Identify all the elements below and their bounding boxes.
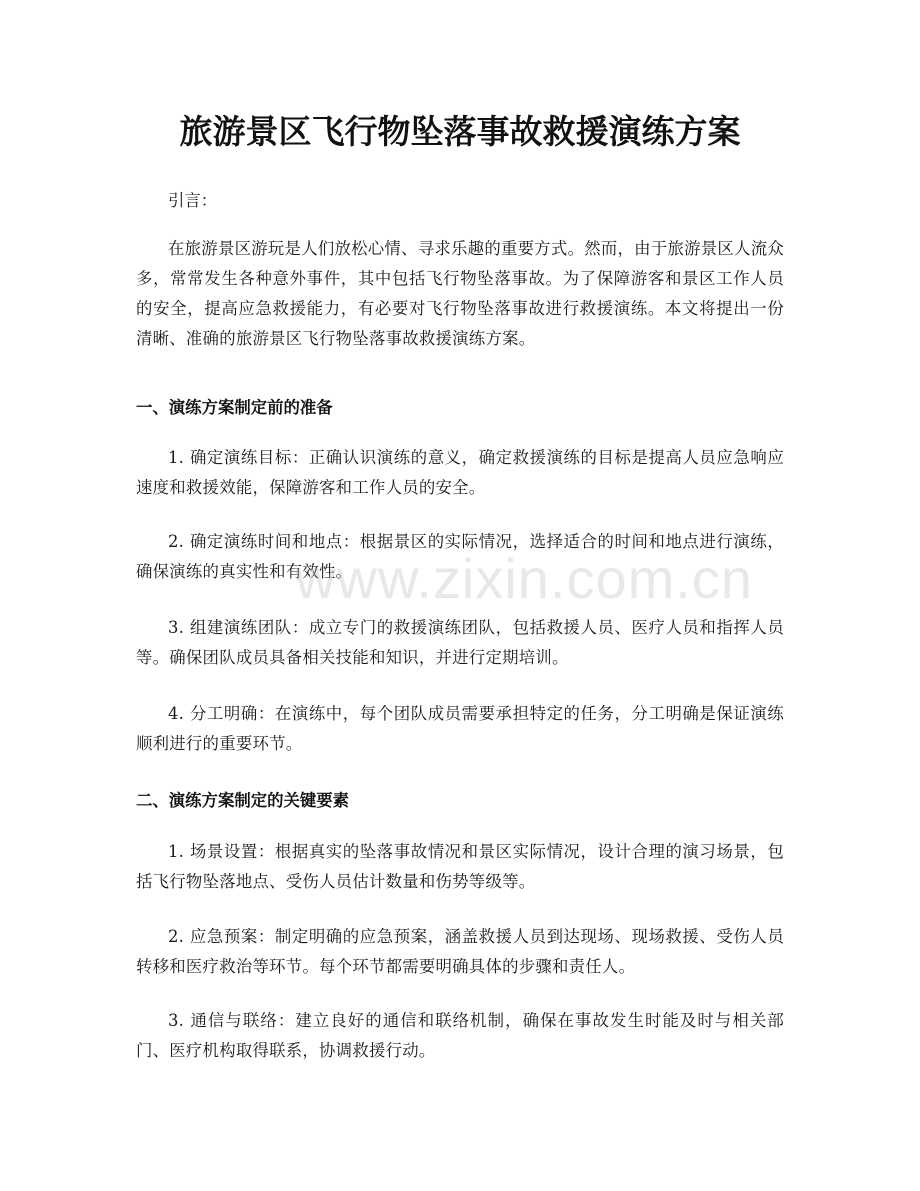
- watermark: www.zixin.com.cn: [295, 547, 753, 610]
- section-1-item-3: 3. 组建演练团队：成立专门的救援演练团队，包括救援人员、医疗人员和指挥人员等。确保团队成员具备相关技能和知识，并进行定期培训。: [136, 618, 784, 667]
- section-2-item-2: 2. 应急预案：制定明确的应急预案，涵盖救援人员到达现场、现场救援、受伤人员转移和医疗救治等环节。每个环节都需要明确具体的步骤和责任人。: [136, 927, 784, 976]
- document-title: 旅游景区飞行物坠落事故救援演练方案: [179, 112, 741, 151]
- section-1-item-1: 1. 确定演练目标：正确认识演练的意义，确定救援演练的目标是提高人员应急响应速度和救援效能，保障游客和工作人员的安全。: [136, 448, 784, 497]
- section-2-item-3: 3. 通信与联络：建立良好的通信和联络机制，确保在事故发生时能及时与相关部门、医疗机构取得联系，协调救援行动。: [136, 1011, 784, 1060]
- section-1-item-4: 4. 分工明确：在演练中，每个团队成员需要承担特定的任务，分工明确是保证演练顺利进行的重要环节。: [136, 704, 784, 753]
- section-2-heading: 二、演练方案制定的关键要素: [136, 791, 350, 810]
- section-1-heading: 一、演练方案制定前的准备: [136, 398, 333, 417]
- section-1-item-2: 2. 确定演练时间和地点：根据景区的实际情况，选择适合的时间和地点进行演练，确保演练的真实性和有效性。: [136, 532, 784, 581]
- intro-label: 引言：: [168, 191, 218, 210]
- section-2-item-1: 1. 场景设置：根据真实的坠落事故情况和景区实际情况，设计合理的演习场景，包括飞行物坠落地点、受伤人员估计数量和伤势等级等。: [136, 842, 784, 891]
- intro-paragraph: 在旅游景区游玩是人们放松心情、寻求乐趣的重要方式。然而，由于旅游景区人流众多，常常发生各种意外事件，其中包括飞行物坠落事故。为了保障游客和景区工作人员的安全，提高应急救援能力，有必要对飞行物坠落事故进行救援演练。本文将提出一份清晰、准确的旅游景区飞行物坠落事故救援演练方案。: [136, 239, 784, 348]
